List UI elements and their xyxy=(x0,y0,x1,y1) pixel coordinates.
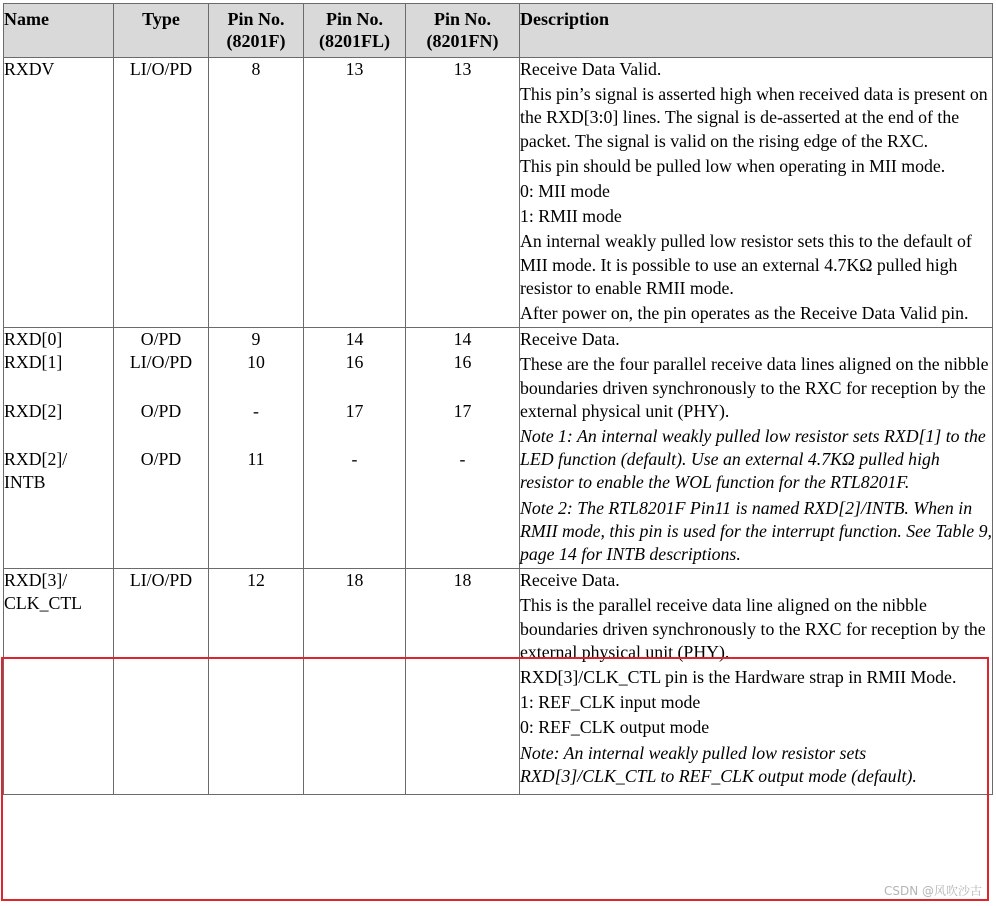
cell-value: 13 xyxy=(345,59,364,79)
cell-value xyxy=(304,423,405,448)
type-cell xyxy=(114,328,209,569)
cell-value: RXD[2] xyxy=(4,400,63,421)
cell-value: - xyxy=(253,400,259,421)
cell-value: RXD[0] xyxy=(4,329,63,350)
cell-value xyxy=(114,471,208,496)
pin-8201fn-cell xyxy=(406,569,520,795)
pin-8201f-cell xyxy=(209,58,304,328)
description-paragraph: This is the parallel receive data line aligned on the nibble boundaries driven synchronously to the RXC for reception by the external physical unit (PHY). xyxy=(520,595,986,662)
cell-value: 10 xyxy=(247,352,265,373)
table-header xyxy=(4,4,993,58)
description-paragraph: An internal weakly pulled low resistor sets this to the default of MII mode. It is possible to use an external 4.7KΩ pulled high resistor to enable RMII mode. xyxy=(520,231,972,298)
table-row xyxy=(4,569,993,795)
cell-value: 16 xyxy=(453,352,472,373)
cell-value: - xyxy=(351,448,358,469)
cell-value xyxy=(114,423,208,448)
description-paragraph: Receive Data Valid. xyxy=(520,59,662,79)
cell-value: 11 xyxy=(247,448,265,469)
description-paragraph: Receive Data. xyxy=(520,329,620,350)
cell-value xyxy=(406,471,519,496)
cell-value: 16 xyxy=(345,352,364,373)
cell-value: RXDV xyxy=(4,59,55,79)
description-paragraph: RXD[3]/CLK_CTL pin is the Hardware strap in RMII Mode. xyxy=(520,667,957,688)
cell-value: 8 xyxy=(251,59,261,79)
description-note: Note: An internal weakly pulled low resistor sets RXD[3]/CLK_CTL to REF_CLK output mode (default). xyxy=(520,742,917,786)
cell-value: 13 xyxy=(453,59,472,79)
cell-value: RXD[1] xyxy=(4,352,63,373)
cell-value xyxy=(209,423,303,448)
header-pin-8201fl: Pin No. (8201FL) xyxy=(304,4,406,58)
cell-value xyxy=(4,423,113,448)
cell-value: 18 xyxy=(453,570,472,591)
description-paragraph: This pin should be pulled low when operating in MII mode. xyxy=(520,155,946,176)
cell-value: LI/O/PD xyxy=(129,59,193,79)
description-note: Note 2: The RTL8201F Pin11 is named RXD[2]/INTB. When in RMII mode, this pin is used for the interrupt function. See Table 9, page 14 for INTB descriptions. xyxy=(520,497,992,565)
header-row xyxy=(4,4,993,58)
table-row xyxy=(4,58,993,328)
table-row xyxy=(4,328,993,569)
description-cell xyxy=(520,569,993,795)
pin-8201f-cell xyxy=(209,328,304,569)
pin-8201f-cell xyxy=(209,569,304,795)
watermark: CSDN @风吹沙古 xyxy=(883,884,982,898)
cell-value: 14 xyxy=(453,329,472,350)
description-paragraph: After power on, the pin operates as the Receive Data Valid pin. xyxy=(520,303,969,324)
description-paragraph: This pin’s signal is asserted high when received data is present on the RXD[3:0] lines. The signal is de-asserted at the end of the packet. The signal is valid on the rising edge of the RXC. xyxy=(520,84,988,151)
cell-value: 18 xyxy=(345,570,364,591)
cell-value: 17 xyxy=(345,400,364,421)
cell-value xyxy=(406,375,519,400)
header-pin-8201f: Pin No. (8201F) xyxy=(209,4,304,58)
cell-value: O/PD xyxy=(140,400,182,421)
cell-value: INTB xyxy=(4,472,46,493)
cell-value: 17 xyxy=(453,400,472,421)
cell-value: LI/O/PD xyxy=(129,352,193,373)
pin-description-table xyxy=(3,3,993,795)
cell-value xyxy=(4,375,113,400)
cell-value: 9 xyxy=(251,329,261,350)
cell-value xyxy=(209,375,303,400)
description-note: Note 1: An internal weakly pulled low resistor sets RXD[1] to the LED function (default). Use an external 4.7KΩ pulled high resistor to enable the WOL function for the RTL8201F. xyxy=(520,426,986,493)
cell-value: O/PD xyxy=(140,448,182,469)
cell-value xyxy=(209,471,303,496)
header-description: Description xyxy=(520,4,993,58)
pin-8201fl-cell xyxy=(304,569,406,795)
description-paragraph: 1: REF_CLK input mode xyxy=(520,692,701,713)
description-paragraph: 0: REF_CLK output mode xyxy=(520,717,710,738)
description-paragraph: 0: MII mode xyxy=(520,181,610,202)
cell-value xyxy=(114,375,208,400)
cell-value xyxy=(406,423,519,448)
header-pin-8201fn: Pin No. (8201FN) xyxy=(406,4,520,58)
type-cell xyxy=(114,58,209,328)
description-cell xyxy=(520,58,993,328)
cell-value: LI/O/PD xyxy=(129,570,193,591)
description-paragraph: These are the four parallel receive data lines aligned on the nibble boundaries driven synchronously to the RXC for reception by the external physical unit (PHY). xyxy=(520,354,989,421)
signal-name-cell xyxy=(4,328,114,569)
pin-8201fn-cell xyxy=(406,328,520,569)
pin-8201fn-cell xyxy=(406,58,520,328)
cell-value: - xyxy=(459,448,466,469)
header-name: Name xyxy=(4,4,114,58)
header-type: Type xyxy=(114,4,209,58)
pin-8201fl-cell xyxy=(304,58,406,328)
cell-value: 12 xyxy=(247,570,265,591)
cell-value xyxy=(304,375,405,400)
cell-value: RXD[2]/ xyxy=(4,448,68,469)
table-body xyxy=(4,58,993,795)
description-paragraph: Receive Data. xyxy=(520,570,620,591)
signal-name-cell xyxy=(4,569,114,795)
cell-value: CLK_CTL xyxy=(4,593,83,614)
description-paragraph: 1: RMII mode xyxy=(520,206,622,227)
pin-8201fl-cell xyxy=(304,328,406,569)
cell-value: RXD[3]/ xyxy=(4,570,68,591)
type-cell xyxy=(114,569,209,795)
description-cell xyxy=(520,328,993,569)
cell-value xyxy=(304,471,405,496)
signal-name-cell xyxy=(4,58,114,328)
cell-value: O/PD xyxy=(140,329,182,350)
cell-value: 14 xyxy=(345,329,364,350)
